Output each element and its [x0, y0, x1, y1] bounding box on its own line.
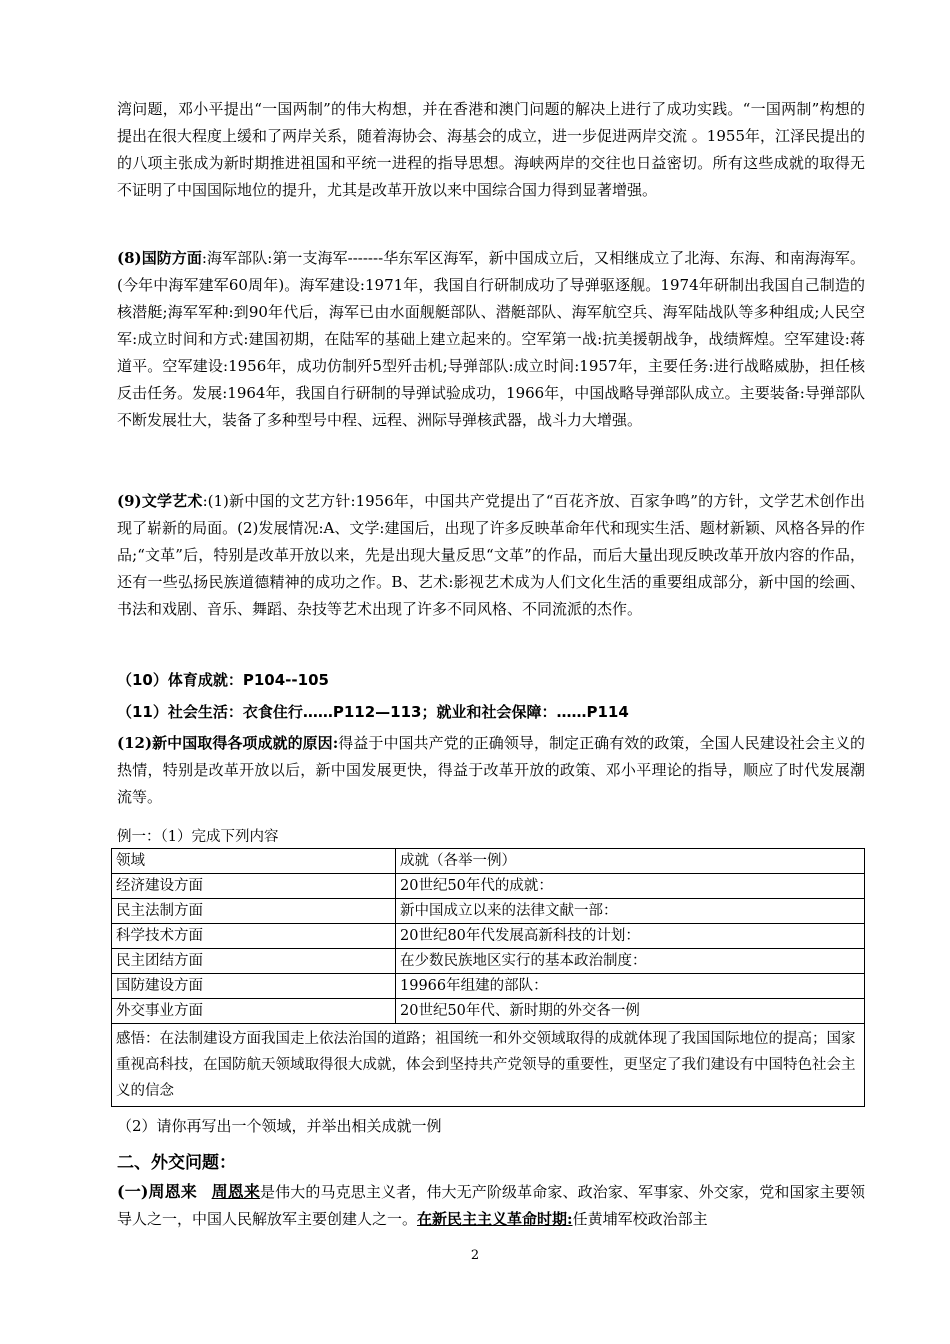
table-cell-field: 国防建设方面 — [112, 974, 396, 999]
reasons-text: 得益于中国共产党的正确领导，制定正确有效的政策，全国人民建设社会主义的热情，特别是改革开放以后，新中国发展更快，得益于改革开放的政策、邓小平理论的指导，顺应了时代发展潮流等。 — [117, 734, 865, 806]
table-cell-achievement: 新中国成立以来的法律文献一部： — [396, 899, 865, 924]
table-row — [112, 874, 865, 899]
section-title-diplomacy: 二、外交问题： — [117, 1153, 236, 1173]
literature-label: (9)文学艺术 — [117, 492, 203, 510]
defense-label: (8)国防方面 — [117, 249, 202, 267]
table-header-cell: 成就（各举一例） — [396, 849, 865, 874]
table-cell-achievement: 20世纪80年代发展高新科技的计划： — [396, 924, 865, 949]
page-number: 2 — [470, 1248, 480, 1263]
zhou-label: (一)周恩来 — [117, 1182, 197, 1201]
paragraph-defense — [117, 245, 865, 434]
table-cell-achievement: 19966年组建的部队： — [396, 974, 865, 999]
table-cell-achievement: 20世纪50年代的成就： — [396, 874, 865, 899]
heading-social-life: （11）社会生活：衣食住行……P112—113；就业和社会保障：……P114 — [117, 703, 629, 721]
achievement-table — [111, 848, 865, 1107]
table-row — [112, 974, 865, 999]
literature-text: :(1)新中国的文艺方针:1956年，中国共产党提出了“百花齐放、百家争鸣”的方针，文学艺术创作出现了崭新的局面。(2)发展情况:A、文学:建国后，出现了许多反映革命年代和现实生活、题材新颖、风格各异的作品;“文革”后，特别是改革开放以来，先是出现大量反思“文革”的作品，而后大量出现反映改革开放内容的作品，还有一些弘扬民族道德精神的成功之作。B、艺术:影视艺术成为人们文化生活的重要组成部分，新中国的绘画、书法和戏剧、音乐、舞蹈、杂技等艺术出现了许多不同风格、不同流派的杰作。 — [117, 492, 865, 618]
reasons-label: (12)新中国取得各项成就的原因: — [117, 734, 339, 752]
zhou-period: 在新民主主义革命时期: — [417, 1210, 573, 1228]
zhou-name: 周恩来 — [211, 1182, 260, 1201]
defense-text: :海军部队:第一支海军-------华东军区海军，新中国成立后，又相继成立了北海、东海、和南海海军。(今年中海军建军60周年)。海军建设:1971年，我国自行研制成功了导弹驱逐舰。1974年研制出我国自己制造的核潜艇;海军军种:到90年代后，海军已由水面舰艇部队、潜艇部队、海军航空兵、海军陆战队等多种组成;人民空军:成立时间和方式:建国初期，在陆军的基础上建立起来的。空军第一战:抗美援朝战争，战绩辉煌。空军建设:蒋道平。空军建设:1956年，成功仿制歼5型歼击机;导弹部队:成立时间:1957年，主要任务:进行战略威胁，担任核反击任务。发展:1964年，我国自行研制的导弹试验成功，1966年，中国战略导弹部队成立。主要装备:导弹部队不断发展壮大，装备了多种型号中程、远程、洲际导弹核武器，战斗力大增强。 — [117, 249, 865, 429]
paragraph-literature — [117, 488, 865, 623]
paragraph-taiwan: 湾问题，邓小平提出“一国两制”的伟大构想，并在香港和澳门问题的解决上进行了成功实践。“一国两制”构想的提出在很大程度上缓和了两岸关系，随着海协会、海基会的成立，进一步促进两岸交流 。1955年，江泽民提出的的八项主张成为新时期推进祖国和平统一进程的指导思想。海峡两岸的交往也日益密切。所有这些成就的取得无不证明了中国国际地位的提升，尤其是改革开放以来中国综合国力得到显著增强。 — [117, 100, 865, 199]
table-cell-field: 外交事业方面 — [112, 999, 396, 1024]
zhou-text-1: 是伟大的马克思主义者，伟大无产阶级革命家、政治家、军事家、外交家，党和国家主要领导人之一，中国人民解放军主要创建人之一。 — [117, 1183, 865, 1228]
example-title: 例一：（1）完成下列内容 — [117, 829, 279, 845]
paragraph-zhou-enlai — [117, 1178, 865, 1233]
table-cell-field: 科学技术方面 — [112, 924, 396, 949]
table-header-cell: 领域 — [112, 849, 396, 874]
table-cell-achievement: 20世纪50年代、新时期的外交各一例 — [396, 999, 865, 1024]
table-cell-field: 民主团结方面 — [112, 949, 396, 974]
paragraph-reasons — [117, 730, 865, 811]
table-note-row — [112, 1024, 865, 1107]
table-row — [112, 999, 865, 1024]
table-row — [112, 949, 865, 974]
example-question-2: （2）请你再写出一个领域，并举出相关成就一例 — [117, 1117, 442, 1135]
zhou-text-2: 任黄埔军校政治部主 — [572, 1210, 708, 1228]
heading-sports: （10）体育成就：P104--105 — [117, 671, 329, 689]
table-cell-field: 民主法制方面 — [112, 899, 396, 924]
table-note: 感悟：在法制建设方面我国走上依法治国的道路；祖国统一和外交领域取得的成就体现了我国国际地位的提高；国家重视高科技，在国防航天领域取得很大成就，体会到坚持共产党领导的重要性，更坚定了我们建设有中国特色社会主义的信念 — [112, 1024, 865, 1107]
table-cell-field: 经济建设方面 — [112, 874, 396, 899]
table-row — [112, 899, 865, 924]
table-cell-achievement: 在少数民族地区实行的基本政治制度： — [396, 949, 865, 974]
table-header-row — [112, 849, 865, 874]
table-row — [112, 924, 865, 949]
